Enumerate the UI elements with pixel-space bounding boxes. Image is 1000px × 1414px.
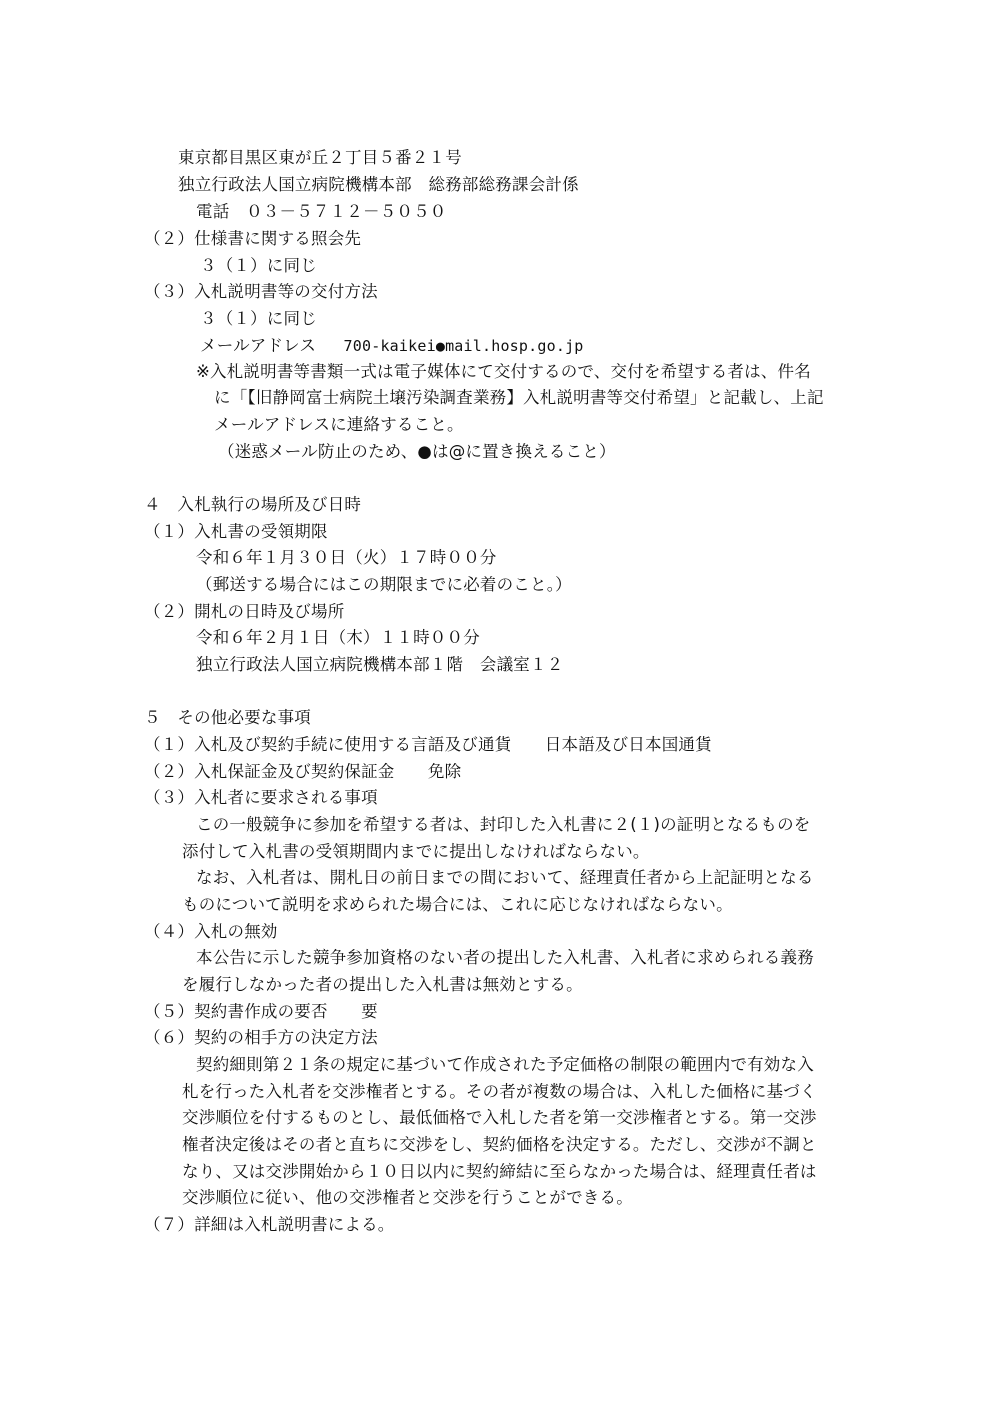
item-3-3-heading: （３）入札説明書等の交付方法 xyxy=(144,282,378,301)
section-5-item-1: （１）入札及び契約手続に使用する言語及び通貨 日本語及び日本国通貨 xyxy=(144,735,712,754)
section-4-heading: ４ 入札執行の場所及び日時 xyxy=(144,495,362,514)
note-line-3: メールアドレスに連絡すること。 xyxy=(214,415,464,434)
section-5-item-6-l3: 交渉順位を付するものとし、最低価格で入札した者を第一交渉権者とする。第一交渉 xyxy=(182,1108,817,1127)
email-label: メールアドレス xyxy=(200,336,317,355)
email-line xyxy=(200,336,584,356)
section-5-item-4-l1: 本公告に示した競争参加資格のない者の提出した入札書、入札者に求められる義務 xyxy=(196,948,814,967)
note-line-2: に「【旧静岡富士病院土壌汚染調査業務】入札説明書等交付希望」と記載し、上記 xyxy=(214,388,824,407)
section-4-item-2-date: 令和６年２月１日（木）１１時００分 xyxy=(196,628,480,647)
section-5-item-3-heading: （３）入札者に要求される事項 xyxy=(144,788,378,807)
section-5-item-3-p2-l2: ものについて説明を求められた場合には、これに応じなければならない。 xyxy=(182,895,733,914)
section-4-item-2-place: 独立行政法人国立病院機構本部１階 会議室１２ xyxy=(196,655,564,674)
section-5-item-6-heading: （６）契約の相手方の決定方法 xyxy=(144,1028,378,1047)
section-5-item-3-p2-l1: なお、入札者は、開札日の前日までの間において、経理責任者から上記証明となる xyxy=(196,868,814,887)
section-5-item-7: （７）詳細は入札説明書による。 xyxy=(144,1215,395,1234)
section-5-item-3-p1-l1: この一般競争に参加を希望する者は、封印した入札書に２(１)の証明となるものを xyxy=(196,815,811,834)
item-3-2-heading: （２）仕様書に関する照会先 xyxy=(144,229,362,248)
section-5-item-6-l4: 権者決定後はその者と直ちに交渉をし、契約価格を決定する。ただし、交渉が不調と xyxy=(182,1135,817,1154)
section-5-item-3-p1-l2: 添付して入札書の受領期間内までに提出しなければならない。 xyxy=(182,842,650,861)
section-4-item-1-note: （郵送する場合にはこの期限までに必着のこと。） xyxy=(196,575,572,594)
section-4-item-1-date: 令和６年１月３０日（火）１７時００分 xyxy=(196,548,497,567)
section-4-item-1-heading: （１）入札書の受領期限 xyxy=(144,522,328,541)
section-5-item-4-l2: を履行しなかった者の提出した入札書は無効とする。 xyxy=(182,975,583,994)
section-5-item-6-l6: 交渉順位に従い、他の交渉権者と交渉を行うことができる。 xyxy=(182,1188,633,1207)
section-5-item-6-l1: 契約細則第２１条の規定に基づいて作成された予定価格の制限の範囲内で有効な入 xyxy=(196,1055,814,1074)
note-line-4: （迷惑メール防止のため、●は@に置き換えること） xyxy=(218,442,616,461)
section-5-heading: ５ その他必要な事項 xyxy=(144,708,311,727)
section-5-item-2: （２）入札保証金及び契約保証金 免除 xyxy=(144,762,462,781)
contact-phone: 電話 ０３－５７１２－５０５０ xyxy=(196,202,447,221)
section-5-item-5: （５）契約書作成の要否 要 xyxy=(144,1002,378,1021)
section-4-item-2-heading: （２）開札の日時及び場所 xyxy=(144,602,345,621)
section-5-item-4-heading: （４）入札の無効 xyxy=(144,922,278,941)
contact-address: 東京都目黒区東が丘２丁目５番２１号 xyxy=(178,148,462,167)
section-5-item-6-l5: なり、又は交渉開始から１０日以内に契約締結に至らなかった場合は、経理責任者は xyxy=(182,1162,817,1181)
email-address: 700-kaikei●mail.hosp.go.jp xyxy=(343,337,584,355)
note-line-1: ※入札説明書等書類一式は電子媒体にて交付するので、交付を希望する者は、件名 xyxy=(196,362,811,381)
item-3-3-body: ３（１）に同じ xyxy=(200,309,317,328)
section-5-item-6-l2: 札を行った入札者を交渉権者とする。その者が複数の場合は、入札した価格に基づく xyxy=(182,1082,817,1101)
contact-organization: 独立行政法人国立病院機構本部 総務部総務課会計係 xyxy=(178,175,579,194)
item-3-2-body: ３（１）に同じ xyxy=(200,256,317,275)
